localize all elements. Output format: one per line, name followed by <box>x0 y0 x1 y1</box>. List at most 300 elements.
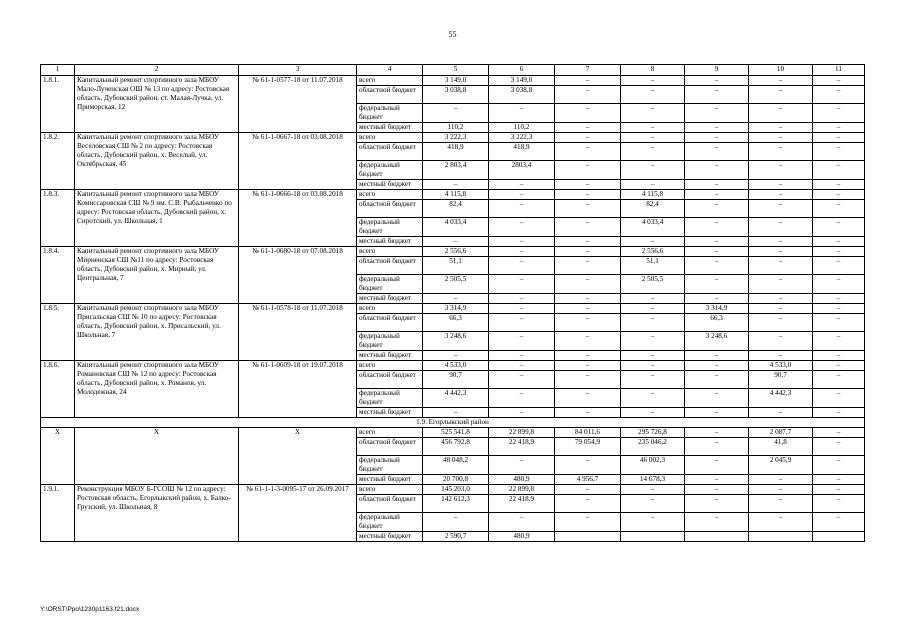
section-total-row-0 <box>41 428 865 438</box>
item-1-number: 1.8.1. <box>41 76 75 133</box>
value-cell: – <box>621 351 685 361</box>
value-cell: – <box>813 76 865 86</box>
value-cell: 2 087,7 <box>749 428 813 438</box>
value-cell: – <box>555 200 621 218</box>
value-cell: – <box>685 438 749 456</box>
value-cell: – <box>621 485 685 495</box>
value-cell: 22 899,8 <box>489 428 555 438</box>
value-cell: – <box>813 86 865 104</box>
value-cell: – <box>749 351 813 361</box>
value-cell: – <box>555 180 621 190</box>
value-cell <box>685 532 749 542</box>
value-cell: – <box>813 275 865 294</box>
value-cell: – <box>813 485 865 495</box>
value-cell: – <box>813 371 865 389</box>
value-cell: 142 612,3 <box>423 495 489 513</box>
value-cell: 110,2 <box>423 123 489 133</box>
value-cell: – <box>749 475 813 485</box>
value-cell: – <box>489 218 555 237</box>
budget-label: местный бюджет <box>357 294 423 304</box>
budget-label: областной бюджет <box>357 86 423 104</box>
value-cell: – <box>555 456 621 475</box>
value-cell: 110,2 <box>489 123 555 133</box>
section-total-x: Х <box>239 428 357 485</box>
value-cell: – <box>685 161 749 180</box>
value-cell: 3 149,0 <box>423 76 489 86</box>
item-2-name: Капитальный ремонт спортивного зала МБОУ Веселовская СШ № 2 по адресу: Ростовская область, Дубовский район, х. Веселый, ул. Октябрьская, 45 <box>75 133 239 190</box>
value-cell: – <box>555 485 621 495</box>
value-cell: – <box>813 180 865 190</box>
budget-label: местный бюджет <box>357 351 423 361</box>
value-cell: – <box>489 104 555 123</box>
value-cell: – <box>813 475 865 485</box>
budget-label: местный бюджет <box>357 408 423 418</box>
value-cell: 51,1 <box>423 257 489 275</box>
item-191-number: 1.9.1. <box>41 485 75 542</box>
budget-label: всего <box>357 76 423 86</box>
value-cell: – <box>749 161 813 180</box>
item-1-row-0 <box>41 76 865 86</box>
value-cell: – <box>555 218 621 237</box>
value-cell: – <box>685 190 749 200</box>
value-cell: 2 556,6 <box>423 247 489 257</box>
value-cell: 4 033,4 <box>423 218 489 237</box>
value-cell: – <box>813 161 865 180</box>
header-cell-8: 8 <box>621 65 685 76</box>
value-cell: – <box>621 294 685 304</box>
budget-label: местный бюджет <box>357 237 423 247</box>
header-cell-2: 2 <box>75 65 239 76</box>
value-cell: – <box>749 123 813 133</box>
value-cell: – <box>685 123 749 133</box>
value-cell: – <box>555 408 621 418</box>
value-cell: 22 418,9 <box>489 438 555 456</box>
value-cell: – <box>555 76 621 86</box>
value-cell: 3 314,9 <box>423 304 489 314</box>
value-cell: – <box>489 190 555 200</box>
header-cell-9: 9 <box>685 65 749 76</box>
header-cell-11: 11 <box>813 65 865 76</box>
budget-label: областной бюджет <box>357 143 423 161</box>
value-cell: – <box>749 237 813 247</box>
item-3-number: 1.8.3. <box>41 190 75 247</box>
value-cell: – <box>749 133 813 143</box>
section-total-x: Х <box>41 428 75 485</box>
value-cell: – <box>749 408 813 418</box>
value-cell: – <box>555 190 621 200</box>
value-cell: – <box>555 143 621 161</box>
value-cell: – <box>685 294 749 304</box>
value-cell: – <box>685 76 749 86</box>
value-cell: – <box>489 257 555 275</box>
budget-label: всего <box>357 247 423 257</box>
value-cell: – <box>621 361 685 371</box>
value-cell: – <box>813 456 865 475</box>
budget-label: всего <box>357 190 423 200</box>
value-cell: 4 115,8 <box>423 190 489 200</box>
value-cell: – <box>555 104 621 123</box>
value-cell: 20 700,8 <box>423 475 489 485</box>
budget-label: всего <box>357 133 423 143</box>
value-cell: – <box>489 180 555 190</box>
value-cell: – <box>489 247 555 257</box>
value-cell: – <box>423 351 489 361</box>
value-cell: – <box>489 408 555 418</box>
item-6-name: Капитальный ремонт спортивного зала МБОУ Романовская СШ № 12 по адресу: Ростовская область, Дубовский район, х. Романов, ул. Молодежная, 24 <box>75 361 239 418</box>
value-cell: – <box>813 513 865 532</box>
header-cell-3: 3 <box>239 65 357 76</box>
value-cell: – <box>749 332 813 351</box>
value-cell: – <box>685 143 749 161</box>
value-cell: – <box>813 332 865 351</box>
item-2-row-0 <box>41 133 865 143</box>
value-cell: 66,3 <box>423 314 489 332</box>
header-row <box>41 65 865 76</box>
value-cell: – <box>749 257 813 275</box>
value-cell: – <box>621 104 685 123</box>
item-5-name: Капитальный ремонт спортивного зала МБОУ Присальская СШ № 10 по адресу: Ростовская область, Дубовский район, х. Присальский, ул. Школьная, 7 <box>75 304 239 361</box>
value-cell: – <box>555 389 621 408</box>
value-cell: – <box>489 294 555 304</box>
value-cell: – <box>749 513 813 532</box>
budget-table <box>40 64 865 542</box>
value-cell: – <box>685 389 749 408</box>
value-cell: – <box>813 257 865 275</box>
value-cell: – <box>749 86 813 104</box>
value-cell: – <box>423 513 489 532</box>
value-cell: 90,7 <box>749 371 813 389</box>
value-cell: – <box>749 180 813 190</box>
value-cell: 3 314,9 <box>685 304 749 314</box>
value-cell: – <box>685 513 749 532</box>
budget-label: федеральный бюджет <box>357 104 423 123</box>
value-cell: – <box>813 133 865 143</box>
value-cell: 3 248,6 <box>423 332 489 351</box>
value-cell: – <box>555 123 621 133</box>
value-cell: – <box>749 294 813 304</box>
value-cell: 145 203,0 <box>423 485 489 495</box>
value-cell: – <box>685 133 749 143</box>
value-cell: 4 533,0 <box>749 361 813 371</box>
value-cell: – <box>555 332 621 351</box>
value-cell: – <box>749 304 813 314</box>
page-number: 55 <box>448 30 457 39</box>
value-cell: – <box>813 143 865 161</box>
value-cell: – <box>423 237 489 247</box>
value-cell: – <box>749 76 813 86</box>
item-4-row-0 <box>41 247 865 257</box>
budget-label: областной бюджет <box>357 200 423 218</box>
value-cell: – <box>489 332 555 351</box>
value-cell: 22 899,8 <box>489 485 555 495</box>
value-cell: 2 045,9 <box>749 456 813 475</box>
value-cell: – <box>555 133 621 143</box>
item-5-document: № 61-1-0578-18 от 11.07.2018 <box>239 304 357 361</box>
value-cell: – <box>685 485 749 495</box>
value-cell: 51,1 <box>621 257 685 275</box>
value-cell: – <box>555 237 621 247</box>
value-cell: 418,9 <box>423 143 489 161</box>
value-cell: – <box>813 237 865 247</box>
budget-label: областной бюджет <box>357 438 423 456</box>
value-cell: 4 442,3 <box>749 389 813 408</box>
item-1-name: Капитальный ремонт спортивного зала МБОУ Мало-Лученская ОШ № 13 по адресу: Ростовская область, Дубовский район, ст. Малая-Лучка, ул. Приморская, 12 <box>75 76 239 133</box>
value-cell: – <box>555 294 621 304</box>
item-4-number: 1.8.4. <box>41 247 75 304</box>
budget-label: федеральный бюджет <box>357 275 423 294</box>
value-cell: – <box>685 475 749 485</box>
budget-label: федеральный бюджет <box>357 161 423 180</box>
budget-label: областной бюджет <box>357 495 423 513</box>
item-4-document: № 61-1-0680-18 от 07.08.2018 <box>239 247 357 304</box>
value-cell: – <box>489 456 555 475</box>
value-cell: 480,9 <box>489 532 555 542</box>
value-cell: 480,9 <box>489 475 555 485</box>
value-cell: 4 115,8 <box>621 190 685 200</box>
value-cell: – <box>423 408 489 418</box>
value-cell: – <box>489 371 555 389</box>
item-6-number: 1.8.6. <box>41 361 75 418</box>
value-cell: – <box>423 180 489 190</box>
value-cell: – <box>423 104 489 123</box>
item-2-number: 1.8.2. <box>41 133 75 190</box>
value-cell: – <box>685 456 749 475</box>
value-cell: 235 046,2 <box>621 438 685 456</box>
value-cell: – <box>749 495 813 513</box>
value-cell: – <box>621 314 685 332</box>
value-cell: 2803,4 <box>489 161 555 180</box>
budget-label: областной бюджет <box>357 371 423 389</box>
item-191-row-0 <box>41 485 865 495</box>
value-cell: – <box>489 275 555 294</box>
item-6-document: № 61-1-0609-18 от 19.07.2018 <box>239 361 357 418</box>
budget-label: местный бюджет <box>357 180 423 190</box>
value-cell: 3 038,8 <box>489 86 555 104</box>
value-cell: – <box>489 314 555 332</box>
value-cell: 4 956,7 <box>555 475 621 485</box>
value-cell: – <box>555 161 621 180</box>
value-cell: – <box>489 351 555 361</box>
value-cell: 41,8 <box>749 438 813 456</box>
value-cell: – <box>621 133 685 143</box>
value-cell: 14 678,3 <box>621 475 685 485</box>
value-cell: – <box>423 294 489 304</box>
budget-label: федеральный бюджет <box>357 513 423 532</box>
value-cell: – <box>621 371 685 389</box>
value-cell: 46 002,3 <box>621 456 685 475</box>
value-cell: 295 726,8 <box>621 428 685 438</box>
value-cell: – <box>685 247 749 257</box>
value-cell: – <box>555 304 621 314</box>
value-cell: 48 048,2 <box>423 456 489 475</box>
value-cell: – <box>813 190 865 200</box>
value-cell: – <box>813 361 865 371</box>
value-cell: – <box>685 86 749 104</box>
value-cell: – <box>621 513 685 532</box>
value-cell: – <box>749 275 813 294</box>
value-cell: – <box>685 218 749 237</box>
item-6-row-0 <box>41 361 865 371</box>
value-cell: – <box>621 332 685 351</box>
value-cell: – <box>813 408 865 418</box>
value-cell: 3 248,6 <box>685 332 749 351</box>
value-cell: – <box>621 161 685 180</box>
value-cell: 525 541,8 <box>423 428 489 438</box>
value-cell: – <box>685 180 749 190</box>
value-cell: – <box>685 104 749 123</box>
budget-label: местный бюджет <box>357 475 423 485</box>
value-cell: 2 556,6 <box>621 247 685 257</box>
header-cell-4: 4 <box>357 65 423 76</box>
budget-label: федеральный бюджет <box>357 332 423 351</box>
value-cell: 82,4 <box>423 200 489 218</box>
value-cell: – <box>813 351 865 361</box>
value-cell: – <box>555 275 621 294</box>
value-cell: – <box>555 361 621 371</box>
item-2-document: № 61-1-0667-18 от 03.08.2018 <box>239 133 357 190</box>
value-cell: – <box>489 200 555 218</box>
value-cell: 3 222,3 <box>489 133 555 143</box>
value-cell: – <box>813 104 865 123</box>
budget-label: федеральный бюджет <box>357 456 423 475</box>
value-cell: 418,9 <box>489 143 555 161</box>
budget-label: всего <box>357 304 423 314</box>
value-cell: – <box>555 257 621 275</box>
header-cell-10: 10 <box>749 65 813 76</box>
section-total-x: Х <box>75 428 239 485</box>
value-cell: – <box>489 237 555 247</box>
value-cell: – <box>749 143 813 161</box>
value-cell: – <box>749 314 813 332</box>
value-cell: – <box>489 513 555 532</box>
value-cell: – <box>749 247 813 257</box>
item-3-row-0 <box>41 190 865 200</box>
value-cell: 82,4 <box>621 200 685 218</box>
value-cell: – <box>489 304 555 314</box>
value-cell: 456 792,8 <box>423 438 489 456</box>
value-cell: – <box>555 495 621 513</box>
value-cell: – <box>555 314 621 332</box>
value-cell: – <box>621 408 685 418</box>
value-cell: 4 442,3 <box>423 389 489 408</box>
budget-label: федеральный бюджет <box>357 218 423 237</box>
value-cell: – <box>813 123 865 133</box>
budget-label: местный бюджет <box>357 532 423 542</box>
value-cell: 66,3 <box>685 314 749 332</box>
value-cell <box>621 532 685 542</box>
item-5-row-0 <box>41 304 865 314</box>
value-cell: – <box>621 389 685 408</box>
value-cell: – <box>813 247 865 257</box>
value-cell: – <box>685 200 749 218</box>
value-cell: – <box>813 200 865 218</box>
value-cell <box>749 532 813 542</box>
value-cell: – <box>813 314 865 332</box>
value-cell: – <box>749 200 813 218</box>
value-cell: 4 033,4 <box>621 218 685 237</box>
budget-label: областной бюджет <box>357 257 423 275</box>
value-cell: – <box>749 104 813 123</box>
item-1-document: № 61-1-0577-18 от 11.07.2018 <box>239 76 357 133</box>
value-cell: – <box>621 123 685 133</box>
value-cell: – <box>685 495 749 513</box>
value-cell: – <box>489 361 555 371</box>
value-cell: – <box>621 304 685 314</box>
item-5-number: 1.8.5. <box>41 304 75 361</box>
budget-label: всего <box>357 428 423 438</box>
section-title: 1.9. Егорлыкский район <box>41 418 865 428</box>
value-cell: – <box>621 180 685 190</box>
value-cell <box>813 532 865 542</box>
value-cell: 84 011,6 <box>555 428 621 438</box>
value-cell: – <box>685 428 749 438</box>
budget-label: всего <box>357 485 423 495</box>
value-cell: – <box>813 428 865 438</box>
budget-label: всего <box>357 361 423 371</box>
item-191-document: № 61-1-1-3-0095-17 от 26.09.2017 <box>239 485 357 542</box>
budget-label: федеральный бюджет <box>357 389 423 408</box>
value-cell: – <box>749 218 813 237</box>
item-191-name: Реконструкция МБОУ Б-ГСОШ № 12 по адресу: Ростовская область, Егорлыкский район, х. Балко-Грузский, ул. Школьная, 8 <box>75 485 239 542</box>
value-cell: 2 505,5 <box>621 275 685 294</box>
header-cell-7: 7 <box>555 65 621 76</box>
value-cell: 2 505,5 <box>423 275 489 294</box>
value-cell: – <box>685 275 749 294</box>
value-cell: 22 418,9 <box>489 495 555 513</box>
value-cell <box>555 532 621 542</box>
value-cell: – <box>555 351 621 361</box>
value-cell: 2 590,7 <box>423 532 489 542</box>
header-cell-6: 6 <box>489 65 555 76</box>
file-path-footer: Y:\ORST\Ppo\1230p1163.f21.docx <box>40 606 140 613</box>
header-cell-1: 1 <box>41 65 75 76</box>
value-cell: – <box>621 76 685 86</box>
value-cell: – <box>555 247 621 257</box>
budget-label: областной бюджет <box>357 314 423 332</box>
value-cell: – <box>813 438 865 456</box>
value-cell: – <box>555 86 621 104</box>
value-cell: – <box>813 495 865 513</box>
value-cell: – <box>621 143 685 161</box>
value-cell: 2 803,4 <box>423 161 489 180</box>
value-cell: – <box>813 294 865 304</box>
value-cell: – <box>685 257 749 275</box>
value-cell: 90,7 <box>423 371 489 389</box>
value-cell: – <box>749 485 813 495</box>
budget-label: местный бюджет <box>357 123 423 133</box>
value-cell: 4 533,0 <box>423 361 489 371</box>
value-cell: – <box>621 86 685 104</box>
value-cell: – <box>555 371 621 389</box>
value-cell: – <box>621 495 685 513</box>
value-cell: 3 222,3 <box>423 133 489 143</box>
section-row <box>41 418 865 428</box>
value-cell: 3 149,0 <box>489 76 555 86</box>
item-4-name: Капитальный ремонт спортивного зала МБОУ Мирненская СШ №11 по адресу: Ростовская область, Дубовский район, х. Мирный, ул. Центральная, 7 <box>75 247 239 304</box>
value-cell: – <box>685 361 749 371</box>
item-3-name: Капитальный ремонт спортивного зала МБОУ Комиссаровская СШ № 9 им. С.В. Рыбальченко по адресу: Ростовская область, Дубовский район, х. Сиротский, ул. Школьная, 1 <box>75 190 239 247</box>
value-cell: – <box>685 408 749 418</box>
value-cell: – <box>813 389 865 408</box>
item-3-document: № 61-1-0666-18 от 03.08.2018 <box>239 190 357 247</box>
value-cell: 3 038,8 <box>423 86 489 104</box>
value-cell: – <box>813 304 865 314</box>
value-cell: – <box>685 371 749 389</box>
value-cell: – <box>813 218 865 237</box>
value-cell: – <box>555 513 621 532</box>
value-cell: – <box>685 351 749 361</box>
value-cell: – <box>685 237 749 247</box>
